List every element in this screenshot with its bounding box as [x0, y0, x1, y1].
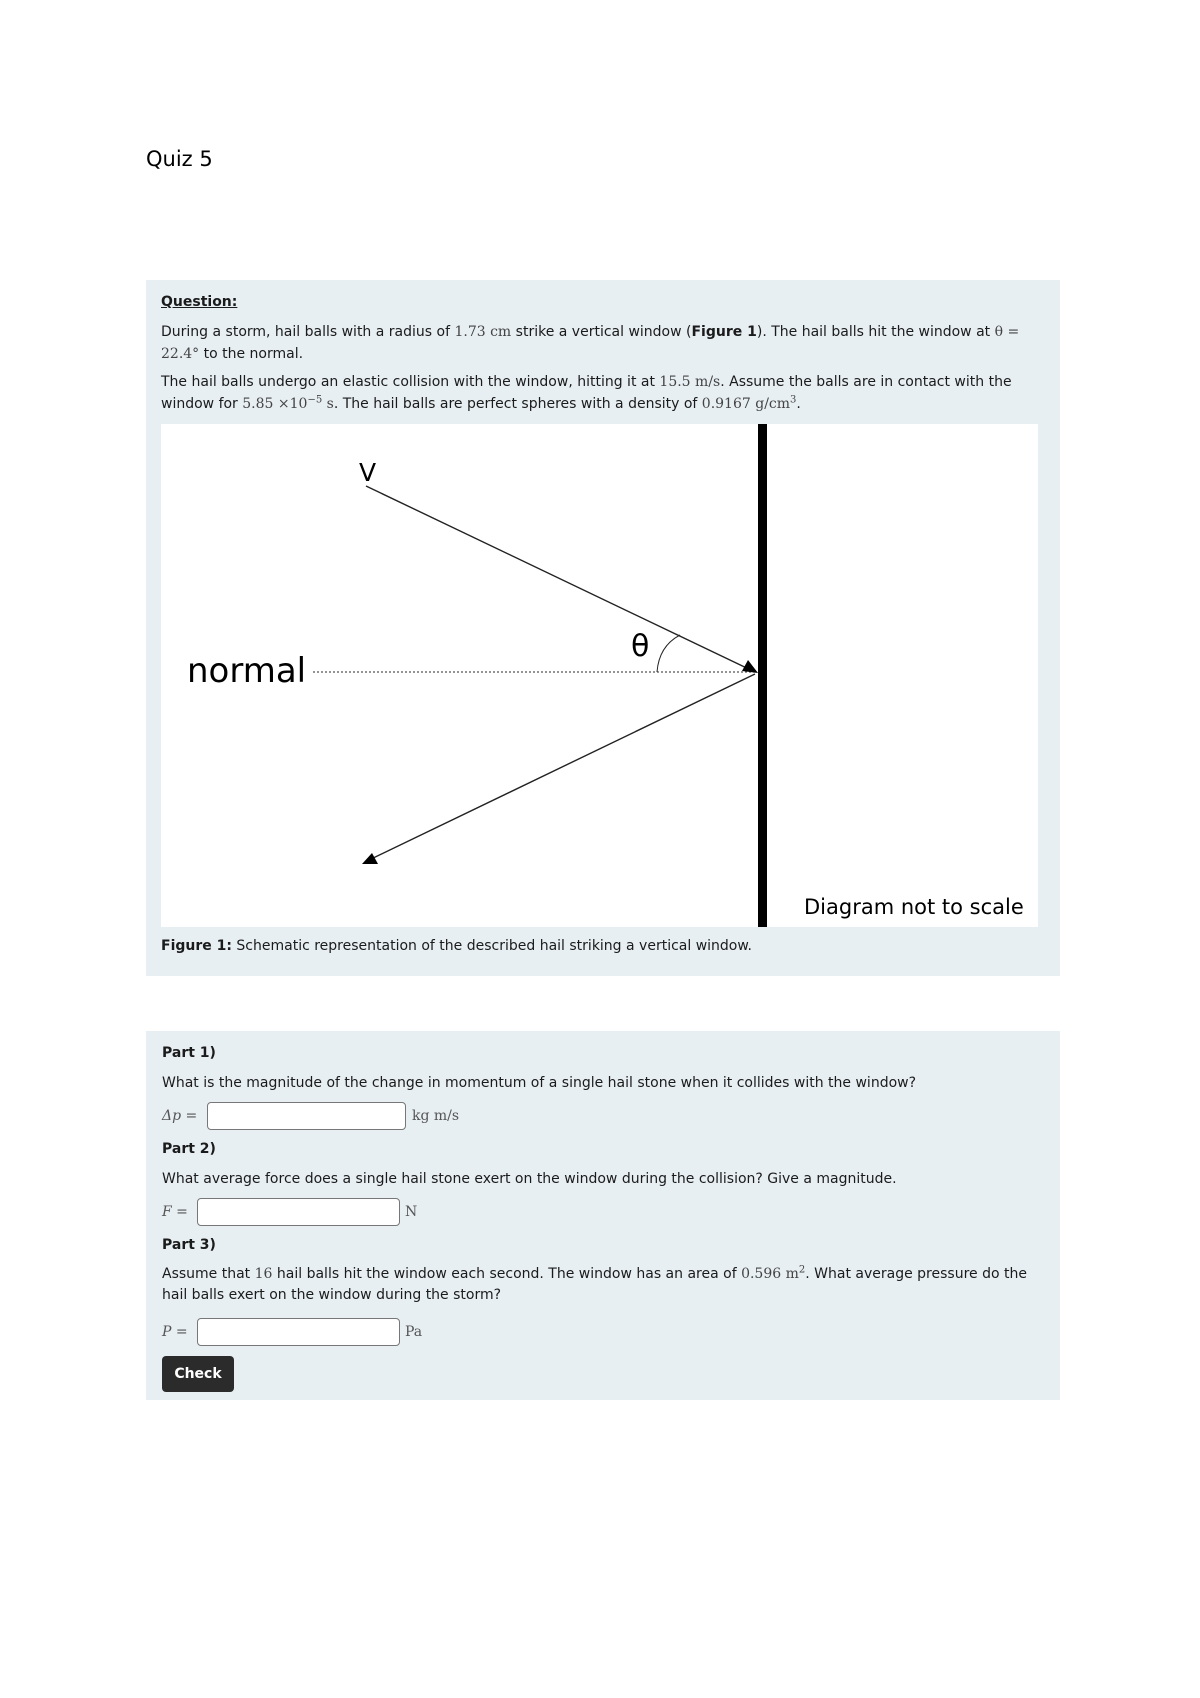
reflected-arrowhead: [362, 853, 378, 864]
theta-label: θ: [631, 629, 650, 664]
text: During a storm, hail balls with a radius of: [161, 324, 455, 340]
area-value: [741, 1266, 805, 1282]
delta-p-symbol: Δp =: [162, 1108, 198, 1124]
normal-label: normal: [187, 651, 307, 691]
pressure-unit: Pa: [405, 1324, 423, 1340]
pressure-symbol: P =: [162, 1324, 188, 1340]
part-3-question: [162, 1264, 1042, 1306]
time-unit: s: [322, 396, 334, 412]
density-exponent: 3: [790, 394, 797, 406]
figure-caption: [161, 938, 752, 954]
question-paragraph-1: [161, 321, 1041, 365]
part-2-question: What average force does a single hail stone exert on the window during the collision? Give a magnitude.: [162, 1171, 897, 1187]
text: . What average pressure do the hail balls exert on the window during the storm?: [162, 1266, 1027, 1303]
caption-text: Schematic representation of the described hail striking a vertical window.: [231, 938, 752, 954]
area-base: 0.596 m: [741, 1266, 799, 1282]
pressure-input[interactable]: [197, 1318, 400, 1346]
part-2-heading: Part 2): [162, 1141, 216, 1157]
reflected-ray: [367, 674, 755, 861]
text: . The hail balls are perfect spheres with a density of: [333, 396, 702, 412]
incoming-ray: [366, 486, 755, 672]
part-1-answer-row: [162, 1102, 562, 1132]
angle-arc: [657, 635, 680, 672]
page-title: Quiz 5: [146, 147, 213, 171]
question-heading: Question:: [161, 294, 238, 310]
parts-panel: [146, 1031, 1060, 1400]
caption-label: Figure 1:: [161, 938, 232, 954]
speed-value: 15.5 m/s: [659, 374, 721, 390]
text: Assume that: [162, 1266, 255, 1282]
part-3-answer-row: [162, 1318, 562, 1348]
part-3-heading: Part 3): [162, 1237, 216, 1253]
text: to the normal.: [199, 346, 304, 362]
text: ). The hail balls hit the window at: [756, 324, 995, 340]
delta-p-unit: kg m/s: [412, 1108, 460, 1124]
question-paragraph-2: [161, 371, 1041, 415]
radius-value: 1.73 cm: [454, 324, 512, 340]
density-base: 0.9167 g/cm: [701, 396, 791, 412]
figure-1: [161, 424, 1038, 927]
force-input[interactable]: [197, 1198, 400, 1226]
time-base: 5.85 ×10: [242, 396, 308, 412]
velocity-label: V: [359, 458, 377, 487]
force-unit: N: [405, 1204, 418, 1220]
text: hail balls hit the window each second. The window has an area of: [272, 1266, 742, 1282]
count-value: 16: [254, 1266, 273, 1282]
text: .: [796, 396, 801, 412]
question-panel: [146, 280, 1060, 976]
part-1-question: What is the magnitude of the change in momentum of a single hail stone when it collides with the window?: [162, 1075, 917, 1091]
text: . Assume the balls are in contact with the window for: [161, 374, 1012, 412]
angle-value: θ = 22.4°: [161, 324, 1020, 362]
delta-p-input[interactable]: [207, 1102, 406, 1130]
check-button[interactable]: Check: [162, 1356, 234, 1392]
text: strike a vertical window (: [511, 324, 692, 340]
force-symbol: F =: [162, 1204, 188, 1220]
window-line: [758, 424, 767, 927]
area-exponent: 2: [798, 1264, 806, 1276]
part-1-heading: Part 1): [162, 1045, 216, 1061]
time-exponent: −5: [307, 394, 323, 406]
text: The hail balls undergo an elastic collision with the window, hitting it at: [161, 374, 660, 390]
contact-time-value: [242, 396, 334, 412]
scale-note: Diagram not to scale: [804, 895, 1024, 919]
density-value: [702, 396, 797, 412]
hail-diagram: [161, 424, 1038, 927]
figure-reference: Figure 1: [691, 324, 757, 340]
part-2-answer-row: [162, 1198, 562, 1228]
